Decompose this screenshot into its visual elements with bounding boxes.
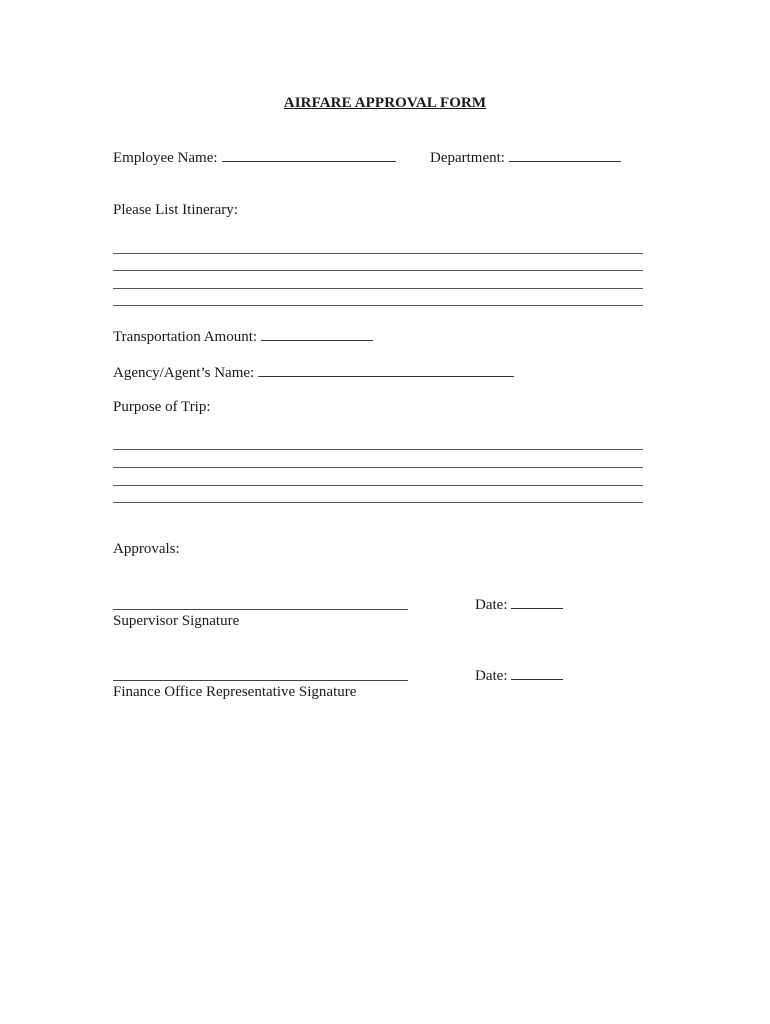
purpose-line-4[interactable] [113,502,643,503]
agency-name-field[interactable] [258,362,514,377]
finance-signature-line[interactable] [113,680,408,681]
department-row [430,147,621,167]
transportation-amount-field[interactable] [261,326,373,341]
supervisor-signature-line[interactable] [113,609,408,610]
employee-name-row [113,147,396,167]
agency-name-label: Agency/Agent’s Name: [113,365,255,381]
agency-name-row [113,362,514,382]
finance-date-row [475,665,563,685]
supervisor-signature-label: Supervisor Signature [113,613,240,629]
purpose-line-2[interactable] [113,467,643,468]
supervisor-date-label: Date: [475,597,508,613]
finance-date-field[interactable] [511,665,563,680]
department-field[interactable] [509,147,621,162]
employee-name-label: Employee Name: [113,150,218,166]
employee-name-field[interactable] [222,147,396,162]
supervisor-date-field[interactable] [511,594,563,609]
itinerary-line-1[interactable] [113,253,643,254]
itinerary-label: Please List Itinerary: [113,202,238,218]
finance-signature-label: Finance Office Representative Signature [113,684,357,700]
purpose-line-3[interactable] [113,485,643,486]
transportation-amount-row [113,326,373,346]
approvals-label: Approvals: [113,541,180,557]
purpose-line-1[interactable] [113,449,643,450]
finance-date-label: Date: [475,668,508,684]
transportation-amount-label: Transportation Amount: [113,329,258,345]
department-label: Department: [430,150,505,166]
itinerary-line-2[interactable] [113,270,643,271]
itinerary-line-4[interactable] [113,305,643,306]
purpose-label: Purpose of Trip: [113,399,211,415]
supervisor-date-row [475,594,563,614]
itinerary-line-3[interactable] [113,288,643,289]
form-title: AIRFARE APPROVAL FORM [283,95,487,111]
